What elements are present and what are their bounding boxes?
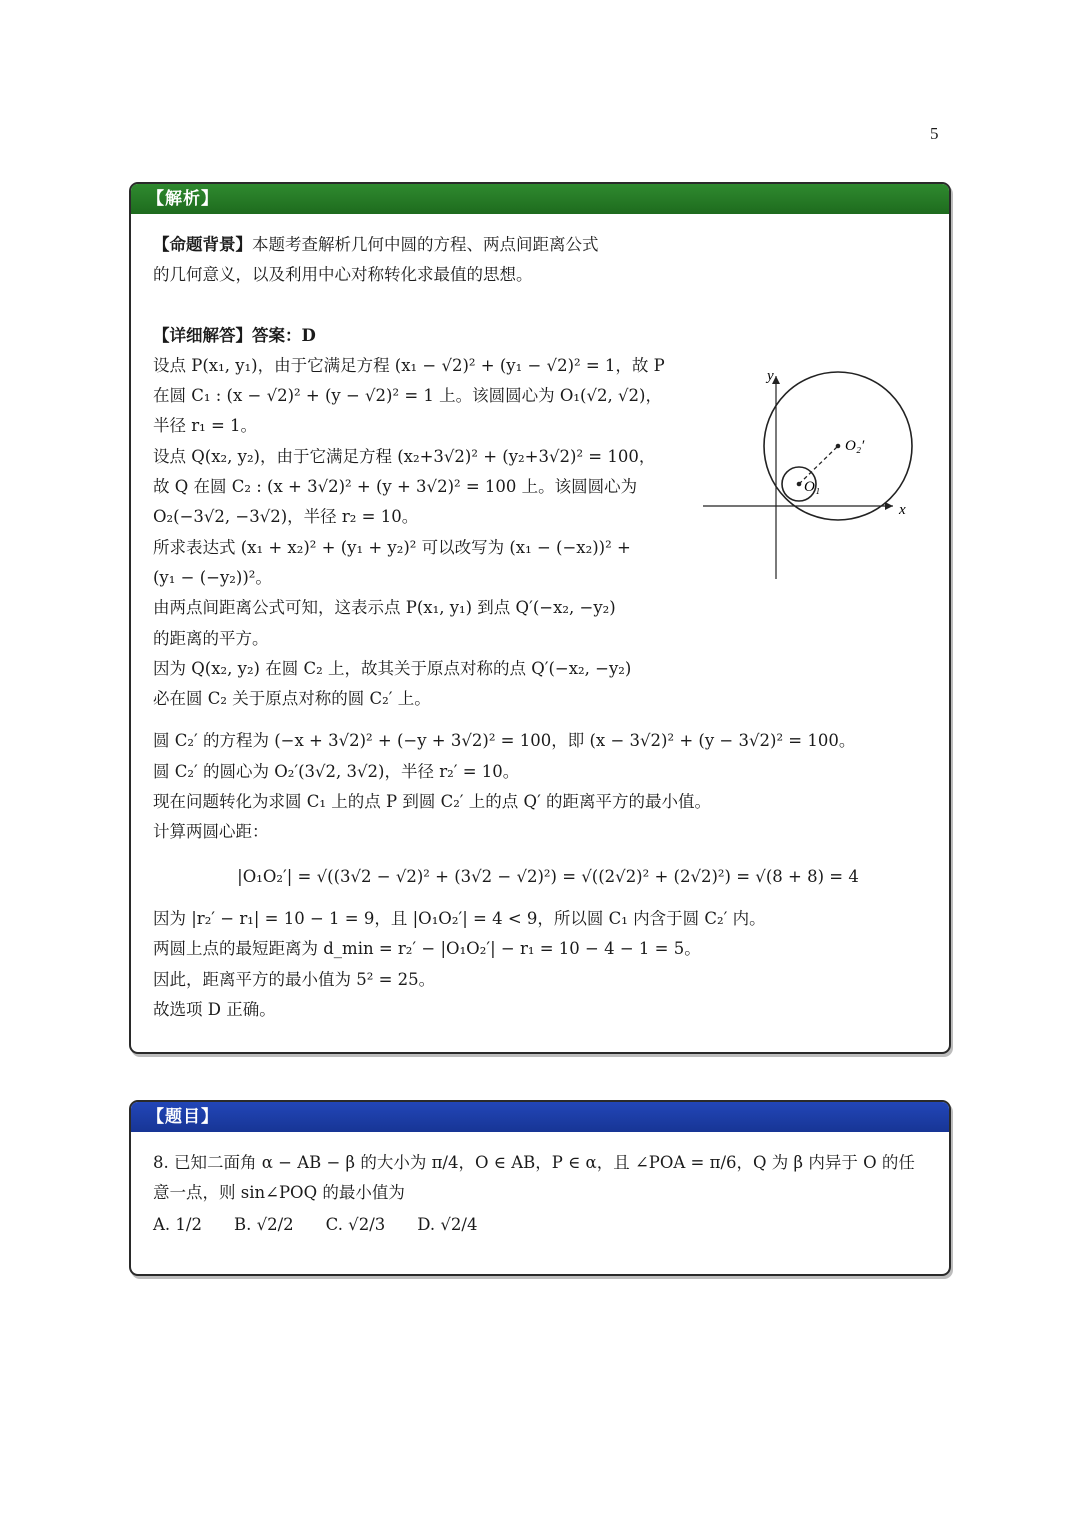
- answer-options: [153, 1210, 933, 1240]
- option-c: C. √2/3: [325, 1215, 386, 1234]
- solution-line: 因为 Q(x₂, y₂) 在圆 C₂ 上，故其关于原点对称的点 Q′(−x₂, −y₂): [153, 658, 632, 678]
- center-o2-prime: [836, 444, 841, 449]
- background-paragraph: [153, 230, 898, 260]
- center-o1: [797, 482, 802, 487]
- solution-line: 圆 C₂′ 的方程为 (−x + 3√2)² + (−y + 3√2)² = 100，即 (x − 3√2)² + (y − 3√2)² = 100。: [153, 731, 856, 751]
- question-text-1: 8. 已知二面角 α − AB − β 的大小为 π/4，O ∈ AB，P ∈ α，且 ∠POA = π/6，Q 为 β 内异于 O 的任: [153, 1153, 915, 1172]
- solution-line: 故 Q 在圆 C₂ : (x + 3√2)² + (y + 3√2)² = 100 上。该圆圆心为: [153, 477, 638, 497]
- solution-line: 因此，距离平方的最小值为 5² = 25。: [153, 969, 436, 989]
- solution-line: 所求表达式 (x₁ + x₂)² + (y₁ + y₂)² 可以改写为 (x₁ − (−x₂))² +: [153, 537, 631, 557]
- solution-line: 两圆上点的最短距离为 d_min = r₂′ − |O₁O₂′| − r₁ = 10 − 4 − 1 = 5。: [153, 939, 701, 959]
- solution-line: 在圆 C₁ : (x − √2)² + (y − √2)² = 1 上。该圆圆心为 O₁(√2, √2)，: [153, 386, 662, 406]
- solution-line: 故选项 D 正确。: [153, 999, 276, 1019]
- option-b: B. √2/2: [233, 1215, 294, 1234]
- solution-line: 设点 Q(x₂, y₂)，由于它满足方程 (x₂+3√2)² + (y₂+3√2)² = 100，: [153, 446, 656, 466]
- question-header: 【题目】: [131, 1102, 949, 1132]
- background-text-2: 的几何意义，以及利用中心对称转化求最值的思想。: [153, 265, 533, 285]
- answer-label: 【详细解答】答案：D: [153, 325, 316, 345]
- solution-line: (y₁ − (−y₂))²。: [153, 567, 272, 587]
- analysis-header: 【解析】: [131, 184, 949, 214]
- solution-line: 圆 C₂′ 的圆心为 O₂′(3√2, 3√2)，半径 r₂′ = 10。: [153, 761, 520, 781]
- x-axis-arrow: [885, 502, 893, 510]
- circles-figure: [703, 364, 943, 584]
- question-text-2: 意一点，则 sin∠POQ 的最小值为: [153, 1183, 405, 1202]
- analysis-card: [129, 182, 951, 1054]
- solution-line: 计算两圆心距：: [153, 822, 269, 842]
- solution-line: 由两点间距离公式可知，这表示点 P(x₁, y₁) 到点 Q′(−x₂, −y₂): [153, 598, 616, 618]
- question-card: [129, 1100, 951, 1276]
- solution-line: O₂(−3√2, −3√2)，半径 r₂ = 10。: [153, 507, 419, 527]
- solution-line: 设点 P(x₁, y₁)，由于它满足方程 (x₁ − √2)² + (y₁ − √2)² = 1，故 P: [153, 355, 665, 375]
- analysis-body: [153, 230, 898, 1025]
- background-text-1: 本题考查解析几何中圆的方程、两点间距离公式: [252, 235, 599, 254]
- y-label: y: [767, 368, 774, 384]
- x-label: x: [899, 502, 906, 518]
- o1-label: O₁: [804, 479, 821, 495]
- solution-line: 因为 |r₂′ − r₁| = 10 − 1 = 9，且 |O₁O₂′| = 4 < 9，所以圆 C₁ 内含于圆 C₂′ 内。: [153, 908, 766, 928]
- question-body: [153, 1148, 933, 1240]
- solution-line: 现在问题转化为求圆 C₁ 上的点 P 到圆 C₂′ 上的点 Q′ 的距离平方的最小值。: [153, 792, 712, 812]
- solution-line: 半径 r₁ = 1。: [153, 416, 258, 436]
- solution-line: 的距离的平方。: [153, 628, 269, 648]
- background-label: 【命题背景】: [153, 235, 252, 254]
- o2-prime-label: O₂′: [845, 438, 865, 454]
- option-d: D. √2/4: [417, 1215, 478, 1234]
- page-number: 5: [930, 124, 939, 143]
- solution-line: 必在圆 C₂ 关于原点对称的圆 C₂′ 上。: [153, 689, 431, 709]
- distance-formula: |O₁O₂′| = √((3√2 − √2)² + (3√2 − √2)²) = √((2√2)² + (2√2)²) = √(8 + 8) = 4: [237, 866, 859, 886]
- option-a: A. 1/2: [153, 1215, 202, 1234]
